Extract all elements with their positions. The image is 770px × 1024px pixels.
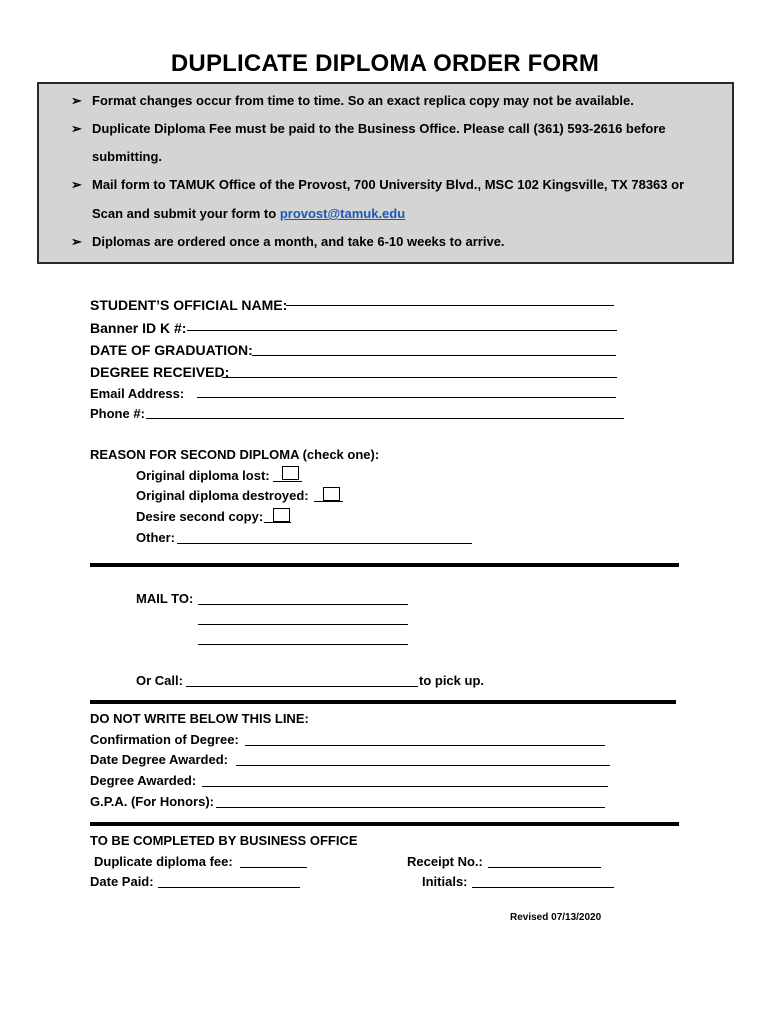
degree-received-field[interactable] (222, 377, 617, 378)
notice-schedule: Diplomas are ordered once a month, and take 6-10 weeks to arrive. (92, 234, 505, 249)
reason-destroyed-label: Original diploma destroyed: (136, 488, 309, 503)
gpa-label: G.P.A. (For Honors): (90, 794, 214, 809)
pick-up-text: to pick up. (419, 673, 484, 688)
arrow-bullet-icon: ➢ (71, 121, 82, 136)
notice-fee-line1: Duplicate Diploma Fee must be paid to the Business Office. Please call (361) 593-2616 before (92, 121, 666, 136)
degree-awarded-field[interactable] (202, 786, 608, 787)
student-name-field[interactable] (286, 305, 614, 306)
fee-field[interactable] (240, 867, 307, 868)
phone-field[interactable] (146, 418, 624, 419)
revised-date: Revised 07/13/2020 (510, 912, 602, 923)
gpa-field[interactable] (216, 807, 605, 808)
reason-other-label: Other: (136, 530, 175, 545)
date-awarded-field[interactable] (236, 765, 610, 766)
reason-other-field[interactable] (177, 543, 472, 544)
page-title: DUPLICATE DIPLOMA ORDER FORM (170, 50, 600, 77)
fee-label: Duplicate diploma fee: (94, 854, 233, 869)
reason-lost-underline (273, 481, 302, 482)
receipt-label: Receipt No.: (407, 854, 483, 869)
or-call-field[interactable] (186, 686, 418, 687)
notice-scan-text: Scan and submit your form to (92, 206, 277, 221)
graduation-date-field[interactable] (252, 355, 616, 356)
degree-awarded-label: Degree Awarded: (90, 773, 197, 788)
degree-received-label: DEGREE RECEIVED: (90, 364, 230, 380)
mail-to-label: MAIL TO: (136, 591, 194, 606)
notice-box (37, 82, 734, 264)
mail-to-line2[interactable] (198, 624, 408, 625)
reason-desire-underline (264, 522, 291, 523)
notice-mail-line1: Mail form to TAMUK Office of the Provost, 700 University Blvd., MSC 102 Kingsville, TX 78363 or (92, 177, 685, 192)
reason-heading: REASON FOR SECOND DIPLOMA (check one): (90, 447, 380, 462)
reason-desire-label: Desire second copy: (136, 509, 264, 524)
date-paid-field[interactable] (158, 887, 300, 888)
banner-id-field[interactable] (187, 330, 617, 331)
divider (90, 822, 679, 826)
divider (90, 700, 676, 704)
divider (90, 563, 679, 567)
reason-destroyed-checkbox[interactable] (323, 487, 340, 501)
graduation-date-label: DATE OF GRADUATION: (90, 342, 253, 358)
reason-destroyed-underline (314, 501, 343, 502)
confirmation-field[interactable] (245, 745, 605, 746)
office-heading: DO NOT WRITE BELOW THIS LINE: (90, 711, 309, 726)
date-awarded-label: Date Degree Awarded: (90, 752, 228, 767)
mail-to-line1[interactable] (198, 604, 408, 605)
initials-field[interactable] (472, 887, 614, 888)
email-label: Email Address: (90, 386, 185, 401)
student-name-label: STUDENT’S OFFICIAL NAME: (90, 297, 288, 313)
notice-mail-line2 (92, 206, 405, 221)
banner-id-label: Banner ID K #: (90, 320, 187, 336)
provost-email-link[interactable]: provost@tamuk.edu (279, 206, 406, 221)
date-paid-label: Date Paid: (90, 874, 154, 889)
reason-desire-checkbox[interactable] (273, 508, 290, 522)
or-call-label: Or Call: (136, 673, 183, 688)
notice-format: Format changes occur from time to time. So an exact replica copy may not be available. (92, 93, 634, 108)
phone-label: Phone #: (90, 406, 145, 421)
confirmation-label: Confirmation of Degree: (90, 732, 239, 747)
receipt-field[interactable] (488, 867, 601, 868)
arrow-bullet-icon: ➢ (71, 234, 82, 249)
email-field[interactable] (197, 397, 616, 398)
mail-to-line3[interactable] (198, 644, 408, 645)
arrow-bullet-icon: ➢ (71, 93, 82, 108)
reason-lost-label: Original diploma lost: (136, 468, 270, 483)
notice-fee-line2: submitting. (92, 149, 163, 164)
reason-lost-checkbox[interactable] (282, 466, 299, 480)
arrow-bullet-icon: ➢ (71, 177, 82, 192)
business-heading: TO BE COMPLETED BY BUSINESS OFFICE (90, 833, 358, 848)
initials-label: Initials: (422, 874, 468, 889)
